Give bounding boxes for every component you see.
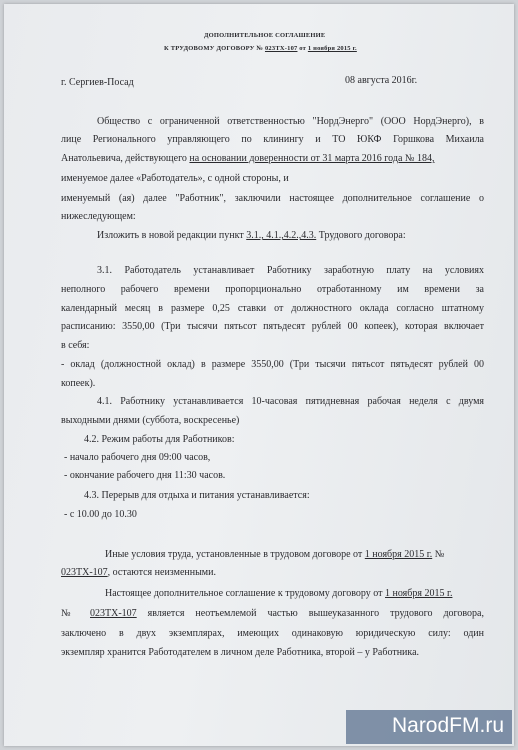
clause-3-1-line-7: копеек). — [61, 378, 96, 389]
clause-3-1-line-2: неполного рабочего времени пропорционально отработанному им времени за — [61, 284, 484, 295]
other-conditions-tail: , остаются неизменными. — [107, 567, 216, 578]
clause-3-1-line-5: в себя: — [61, 340, 90, 351]
subtitle-date: 1 ноября 2015 г. — [307, 45, 357, 52]
redaction-suffix: Трудового договора: — [318, 230, 406, 241]
final-line-2 — [61, 609, 484, 619]
intro-line-2: лице Регионального управляющего по клинингу и ТО ЮКФ Горшкова Михаила — [61, 134, 484, 145]
intro-power-of-attorney: на основании доверенности от 31 марта 2016 года № 184, — [189, 153, 435, 164]
clause-4-2-start: - начало рабочего дня 09:00 часов, — [64, 452, 211, 463]
final-line-3: заключено в двух экземплярах, имеющих одинаковую юридическую силу: один — [61, 628, 484, 639]
final-line-1-text: Настоящее дополнительное соглашение к трудовому договору от — [105, 588, 383, 599]
clause-3-1-line-3: календарный месяц в размере 0,25 ставки от должностного оклада согласно штатному — [61, 303, 484, 314]
clause-4-1-line-1: 4.1. Работнику устанавливается 10-часовая пятидневная рабочая неделя с двумя — [97, 396, 484, 407]
doc-title: ДОПОЛНИТЕЛЬНОЕ СОГЛАШЕНИЕ — [204, 32, 326, 39]
intro-line-3-a: Анатольевича, действующего — [61, 153, 187, 164]
intro-line-1: Общество с ограниченной ответственностью "НордЭнерго" (ООО НордЭнерго), в — [97, 116, 484, 127]
clause-3-1-line-4: расписанию: 3550,00 (Три тысячи пятьсот пятьдесят рублей 00 копеек), которая включает — [61, 321, 484, 332]
intro-line-4: именуемое далее «Работодатель», с одной стороны, и — [61, 173, 289, 184]
clause-4-2-title: 4.2. Режим работы для Работников: — [84, 434, 235, 445]
final-line-4: экземпляр хранится Работодателем в личном деле Работника, второй – у Работника. — [61, 647, 420, 658]
other-conditions-no-sign: № — [434, 549, 445, 560]
clause-4-3-value: - с 10.00 до 10.30 — [64, 509, 137, 520]
other-conditions-text: Иные условия труда, установленные в трудовом договоре от — [105, 549, 363, 560]
other-conditions-contract-no: 023ТХ-107 — [61, 567, 108, 578]
other-conditions-line-2 — [61, 568, 216, 578]
clause-3-1-line-6: - оклад (должностной оклад) в размере 3550,00 (Три тысячи пятьсот пятьдесят рублей 00 — [61, 359, 484, 370]
watermark-text: NarodFM.ru — [391, 714, 504, 737]
redaction-points: 3.1., 4.1.,4.2.,4.3. — [246, 230, 317, 241]
intro-line-5: именуемый (ая) далее "Работник", заключили настоящее дополнительное соглашение о — [61, 193, 484, 204]
clause-4-3-title: 4.3. Перерыв для отдыха и питания устанавливается: — [84, 490, 310, 501]
subtitle-mid: от — [299, 45, 307, 52]
redaction-prefix: Изложить в новой редакции пункт — [97, 230, 244, 241]
other-conditions-line-1 — [105, 550, 444, 560]
clause-3-1-line-1: 3.1. Работодатель устанавливает Работнику заработную плату на условиях — [97, 265, 484, 276]
doc-date: 08 августа 2016г. — [345, 75, 418, 86]
doc-place: г. Сергиев-Посад — [61, 77, 134, 88]
final-no-sign: № — [61, 608, 80, 619]
document-page — [4, 4, 514, 746]
final-contract-no: 023ТХ-107 — [90, 608, 137, 619]
intro-line-6: нижеследующем: — [61, 211, 136, 222]
subtitle-prefix: К ТРУДОВОМУ ДОГОВОРУ № — [164, 45, 264, 52]
final-line-1-date: 1 ноября 2015 г. — [385, 588, 453, 599]
clause-4-1-line-2: выходными днями (суббота, воскресенье) — [61, 415, 240, 426]
other-conditions-date: 1 ноября 2015 г. — [364, 549, 433, 560]
final-line-2-text: является неотъемлемой частью вышеуказанного трудового договора, — [147, 608, 484, 619]
clause-4-2-end: - окончание рабочего дня 11:30 часов. — [64, 470, 226, 481]
final-line-1 — [105, 589, 452, 599]
intro-line-3 — [61, 154, 434, 164]
redaction-line — [97, 231, 406, 241]
doc-subtitle — [164, 46, 357, 53]
subtitle-contract-no: 023ТХ-107 — [264, 45, 298, 52]
